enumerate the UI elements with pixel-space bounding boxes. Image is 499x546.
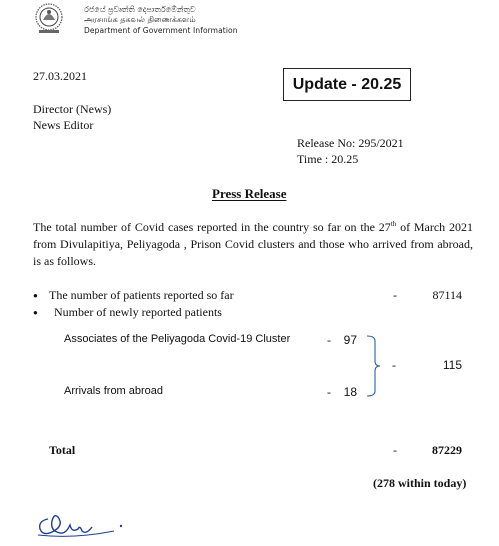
- department-name-sinhala: රජයේ ප්‍රවෘත්ති දෙපාර්තමේන්තුව: [84, 5, 196, 14]
- new-patients-label: Number of newly reported patients: [54, 305, 222, 319]
- release-date: 27.03.2021: [33, 69, 87, 83]
- new-patients-total: 115: [442, 358, 462, 372]
- arrivals-abroad-label: Arrivals from abroad: [64, 385, 164, 397]
- peliyagoda-cluster-dash: -: [327, 333, 331, 347]
- signature-icon: [34, 507, 126, 541]
- arrivals-abroad-value: 18: [343, 385, 357, 399]
- intro-text-end: of March 2021 from Divulapitiya, Peliyagoda , Prison Covid clusters and those who arrived from abroad, is as follows.: [33, 220, 473, 268]
- today-count-note: (278 within today): [373, 476, 467, 490]
- intro-paragraph: [33, 219, 473, 270]
- new-patients-dash: -: [392, 358, 396, 372]
- government-emblem-icon: [33, 2, 65, 36]
- total-dash: -: [393, 443, 397, 457]
- peliyagoda-cluster-value: 97: [343, 333, 357, 347]
- recipient-editor: News Editor: [33, 118, 94, 132]
- bullet-icon: ●: [33, 291, 38, 300]
- group-bracket-icon: [366, 335, 386, 397]
- release-time: Time : 20.25: [297, 152, 359, 166]
- department-name-english: Department of Government Information: [84, 26, 238, 35]
- patients-so-far-value: 87114: [432, 288, 462, 302]
- recipient-director: Director (News): [33, 102, 112, 116]
- update-badge: Update - 20.25: [283, 68, 411, 101]
- patients-so-far-dash: -: [393, 288, 397, 302]
- ordinal-suffix: th: [390, 220, 397, 228]
- department-name-tamil: அரசாங்க தகவல் திணைக்களம்: [84, 15, 196, 24]
- intro-text-start: The total number of Covid cases reported in the country so far on the 27: [33, 220, 391, 234]
- arrivals-abroad-dash: -: [327, 385, 331, 399]
- patients-so-far-label: The number of patients reported so far: [49, 288, 234, 302]
- peliyagoda-cluster-label: Associates of the Peliyagoda Covid-19 Cluster: [64, 333, 291, 345]
- release-number: Release No: 295/2021: [297, 136, 404, 150]
- bullet-icon: ●: [33, 308, 38, 317]
- total-label: Total: [49, 443, 76, 457]
- document-title: Press Release: [212, 186, 287, 201]
- total-value: 87229: [432, 443, 462, 457]
